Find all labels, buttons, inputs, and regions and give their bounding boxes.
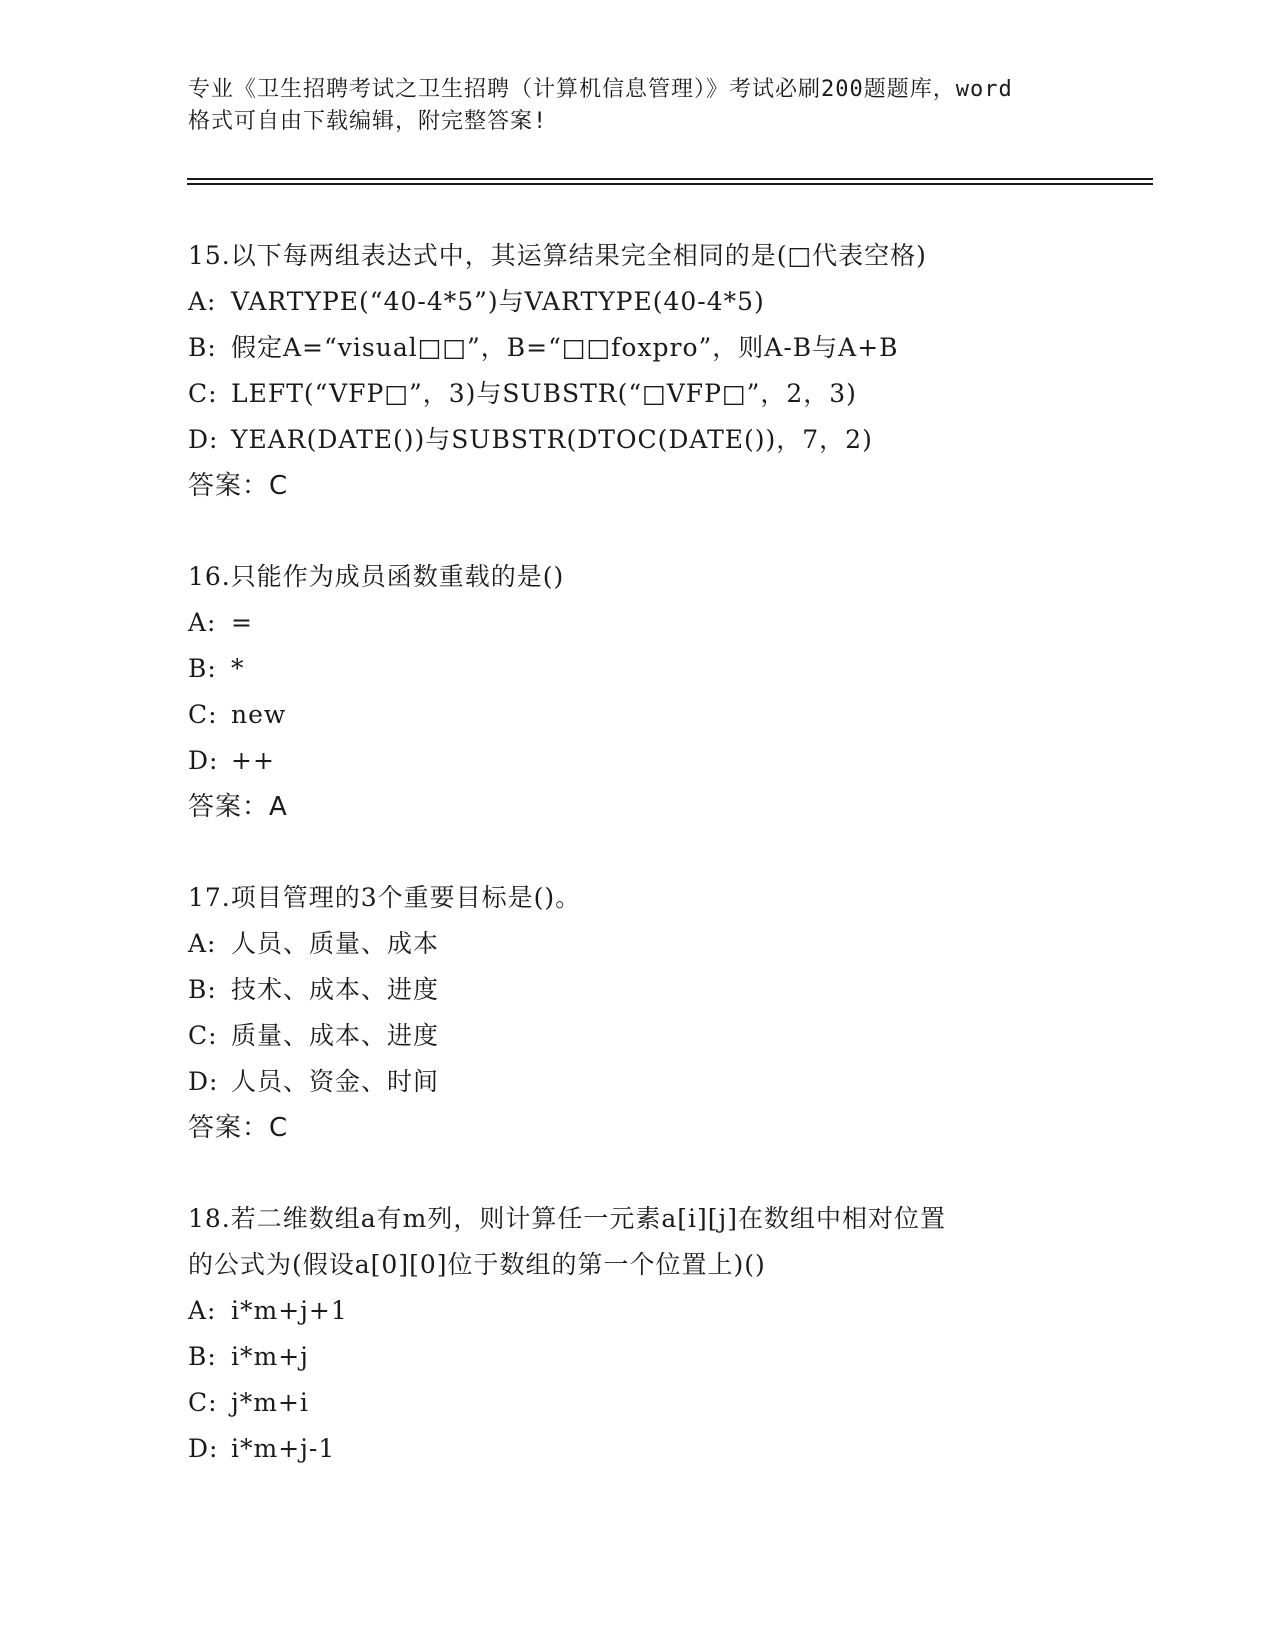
- option-letter: D:: [188, 1067, 219, 1096]
- option-text: ++: [231, 746, 275, 775]
- option-letter: A:: [188, 929, 217, 958]
- answer-label: 答案：A: [188, 792, 288, 822]
- question-stem: 16.只能作为成员函数重载的是(): [188, 562, 565, 591]
- option-text: new: [231, 700, 287, 729]
- option-letter: C:: [188, 379, 218, 408]
- option-b: [188, 325, 1108, 371]
- question-17: [188, 875, 1108, 1151]
- option-a: [188, 1288, 1108, 1334]
- option-d: [188, 417, 1108, 463]
- option-c: [188, 692, 1108, 738]
- option-letter: B:: [188, 654, 217, 683]
- option-letter: C:: [188, 1021, 218, 1050]
- option-text: i*m+j-1: [231, 1434, 336, 1463]
- option-text: *: [231, 654, 245, 683]
- option-text: 假定A=“visual□□”，B=“□□foxpro”，则A-B与A+B: [231, 333, 899, 362]
- option-letter: B:: [188, 975, 217, 1004]
- question-stem-line-2: 的公式为(假设a[0][0]位于数组的第一个位置上)(): [188, 1250, 766, 1279]
- option-text: 技术、成本、进度: [231, 975, 440, 1004]
- option-letter: D:: [188, 425, 219, 454]
- option-b: [188, 646, 1108, 692]
- option-text: 质量、成本、进度: [231, 1021, 440, 1050]
- option-a: [188, 921, 1108, 967]
- option-letter: A:: [188, 1296, 217, 1325]
- option-letter: A:: [188, 287, 217, 316]
- option-a: [188, 279, 1108, 325]
- option-d: [188, 1059, 1108, 1105]
- option-b: [188, 1334, 1108, 1380]
- option-letter: D:: [188, 1434, 219, 1463]
- option-letter: B:: [188, 1342, 217, 1371]
- option-text: YEAR(DATE())与SUBSTR(DTOC(DATE())，7，2): [231, 425, 873, 454]
- header-line-1: 专业《卫生招聘考试之卫生招聘（计算机信息管理）》考试必刷200题题库，word: [188, 77, 1013, 102]
- option-text: j*m+i: [231, 1388, 309, 1417]
- option-c: [188, 371, 1108, 417]
- option-d: [188, 738, 1108, 784]
- question-15: [188, 233, 1108, 509]
- option-a: [188, 600, 1108, 646]
- question-16: [188, 554, 1108, 830]
- option-text: 人员、资金、时间: [231, 1067, 440, 1096]
- option-c: [188, 1380, 1108, 1426]
- question-18: [188, 1196, 1108, 1472]
- option-letter: C:: [188, 700, 218, 729]
- answer-label: 答案：C: [188, 1113, 289, 1143]
- header-divider-bottom: [187, 183, 1153, 185]
- option-text: VARTYPE(“40-4*5”)与VARTYPE(40-4*5): [231, 287, 765, 316]
- option-c: [188, 1013, 1108, 1059]
- option-letter: B:: [188, 333, 217, 362]
- option-letter: A:: [188, 608, 217, 637]
- option-letter: C:: [188, 1388, 218, 1417]
- option-d: [188, 1426, 1108, 1472]
- answer-label: 答案：C: [188, 471, 289, 501]
- document-header: [188, 74, 1088, 138]
- header-divider-top: [187, 178, 1153, 180]
- option-text: i*m+j: [231, 1342, 309, 1371]
- option-text: =: [231, 608, 253, 637]
- option-text: 人员、质量、成本: [231, 929, 440, 958]
- option-text: LEFT(“VFP□”，3)与SUBSTR(“□VFP□”，2，3): [231, 379, 857, 408]
- option-text: i*m+j+1: [231, 1296, 348, 1325]
- option-letter: D:: [188, 746, 219, 775]
- option-b: [188, 967, 1108, 1013]
- question-stem: 17.项目管理的3个重要目标是()。: [188, 883, 582, 912]
- question-stem-line-1: 18.若二维数组a有m列，则计算任一元素a[i][j]在数组中相对位置: [188, 1204, 947, 1233]
- header-line-2: 格式可自由下载编辑，附完整答案!: [188, 109, 548, 134]
- question-stem: 15.以下每两组表达式中，其运算结果完全相同的是(□代表空格): [188, 241, 927, 270]
